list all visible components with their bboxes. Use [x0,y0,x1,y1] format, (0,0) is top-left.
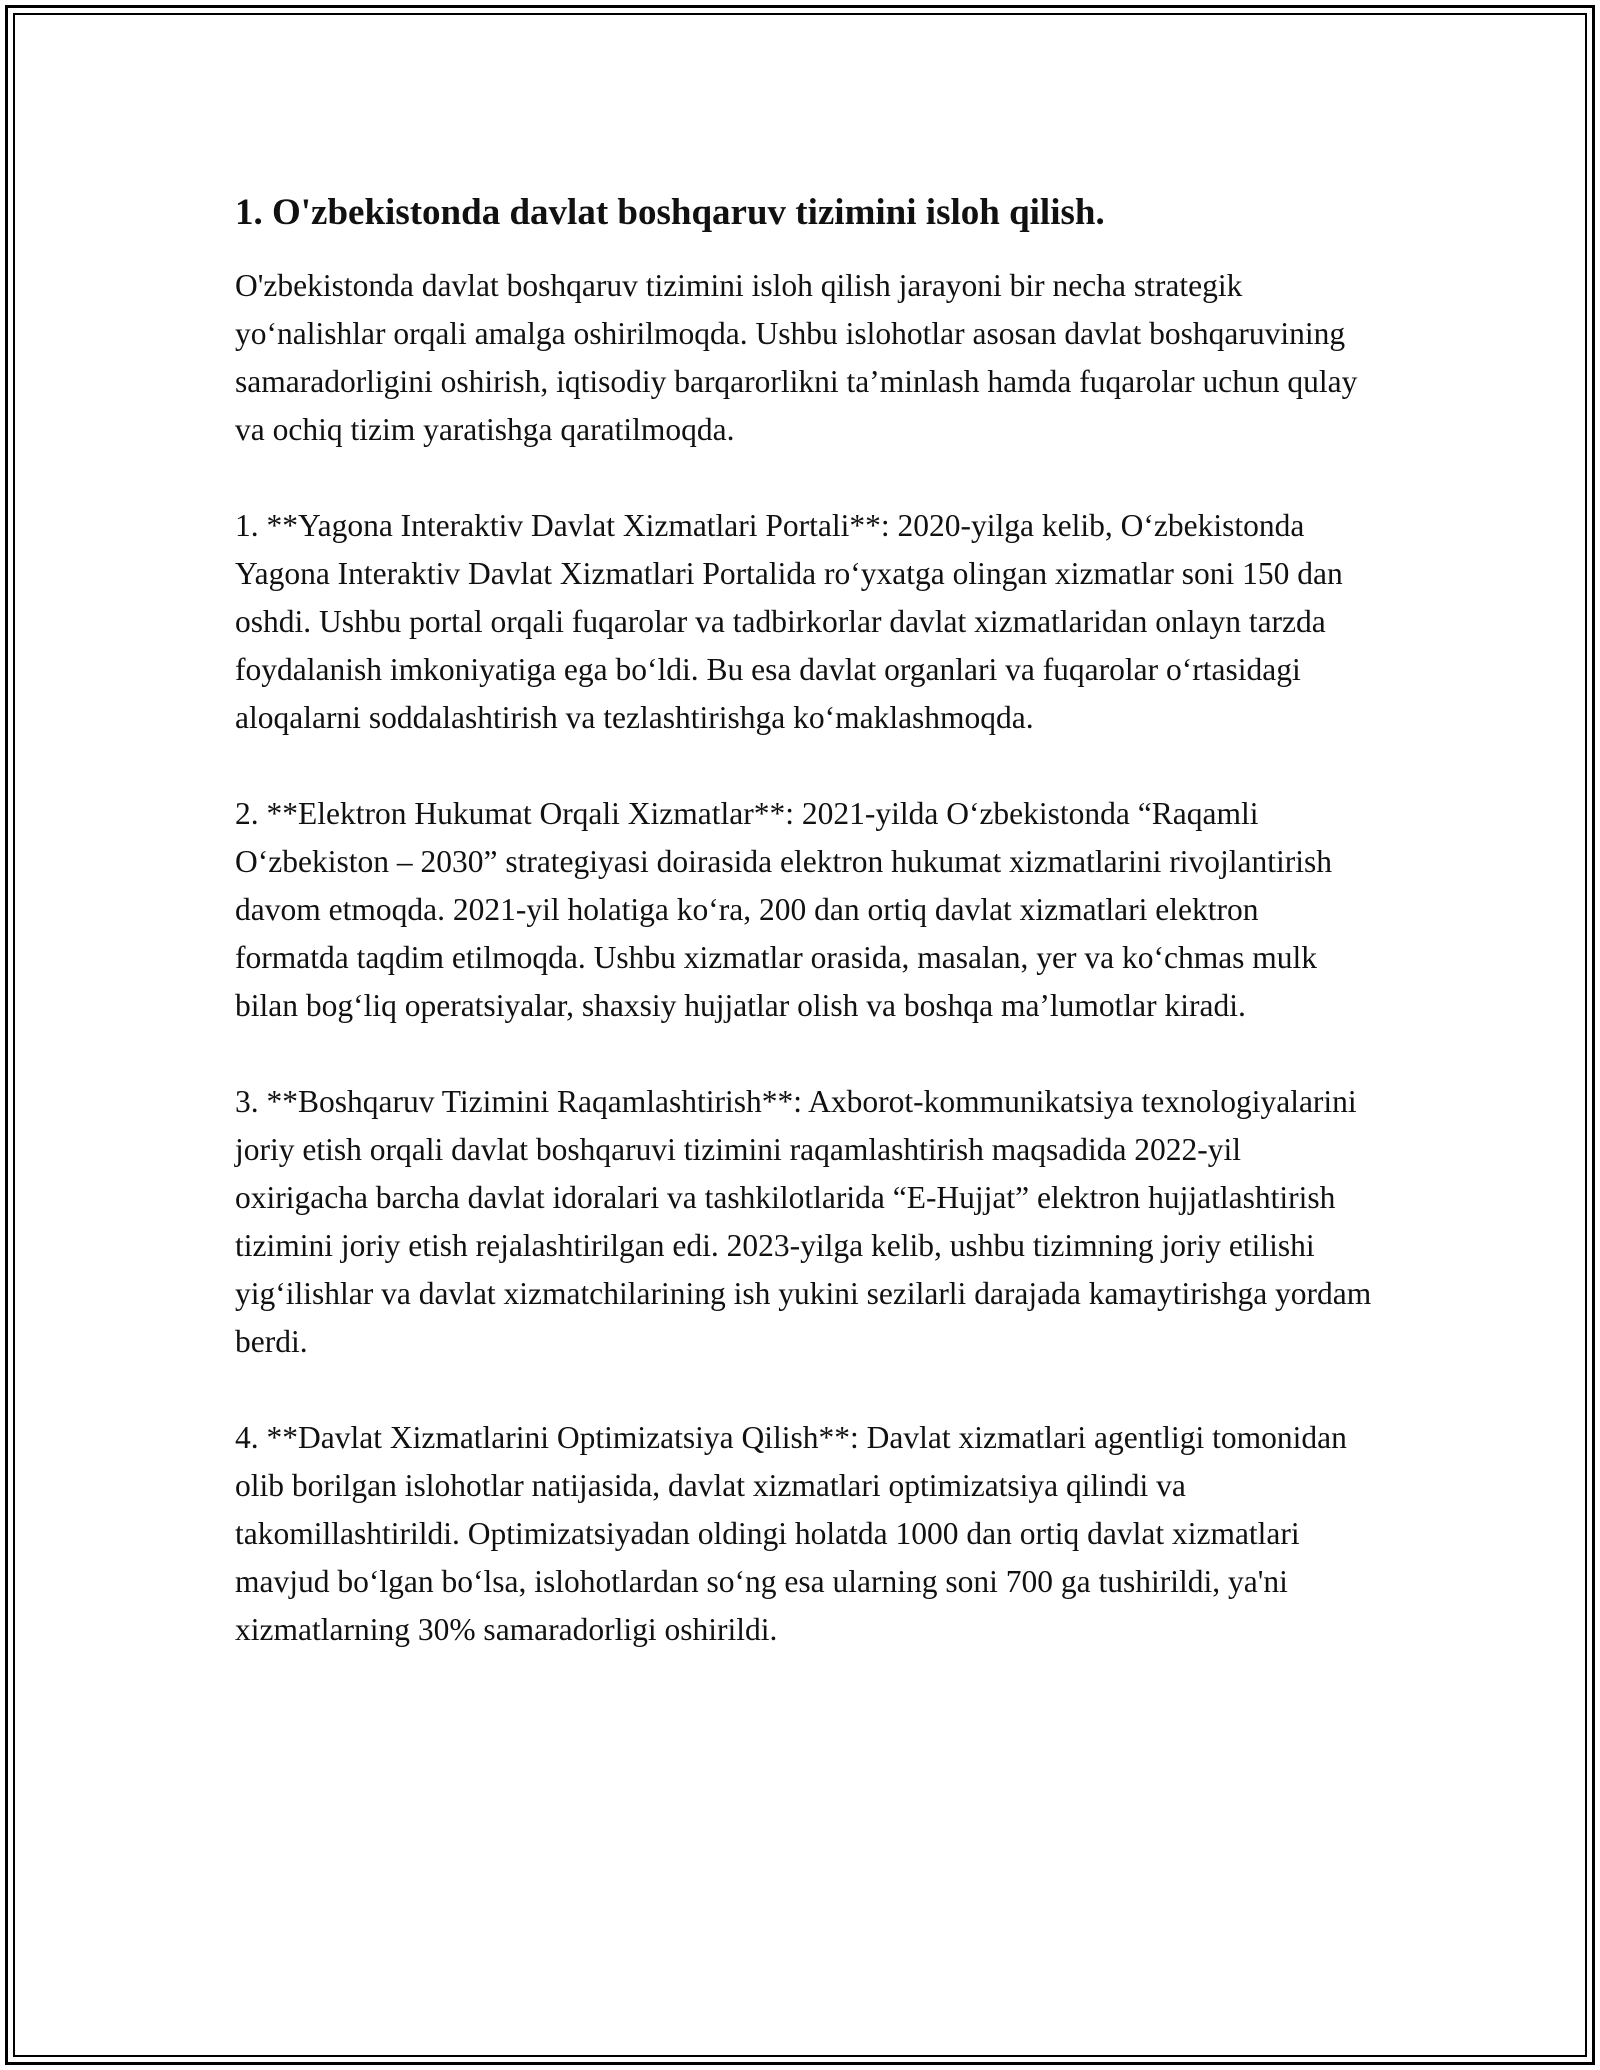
intro-paragraph: O'zbekistonda davlat boshqaruv tizimini isloh qilish jarayoni bir necha strategik yo‘nalishlar orqali amalga oshirilmoqda. Ushbu islohotlar asosan davlat boshqaruvining samaradorligini oshirish, iqtisodiy barqarorlikni ta’minlash hamda fuqarolar uchun qulay va ochiq tizim yaratishga qaratilmoqda. [235,268,1358,447]
section-heading: 1. O'zbekistonda davlat boshqaruv tizimini isloh qilish. [235,192,1105,233]
paragraph-digitalization: 3. **Boshqaruv Tizimini Raqamlashtirish**: Axborot-kommunikatsiya texnologiyalarini joriy etish orqali davlat boshqaruvi tizimini raqamlashtirish maqsadida 2022-yil oxirigacha barcha davlat idoralari va tashkilotlarida “E-Hujjat” elektron hujjatlashtirish tizimini joriy etish rejalashtirilgan edi. 2023-yilga kelib, ushbu tizimning joriy etilishi yig‘ilishlar va davlat xizmatchilarining ish yukini sezilarli darajada kamaytirishga yordam berdi. [235,1084,1372,1359]
paragraph-portal: 1. **Yagona Interaktiv Davlat Xizmatlari Portali**: 2020-yilga kelib, O‘zbekistonda Yagona Interaktiv Davlat Xizmatlari Portalida ro‘yxatga olingan xizmatlar soni 150 dan oshdi. Ushbu portal orqali fuqarolar va tadbirkorlar davlat xizmatlaridan onlayn tarzda foydalanish imkoniyatiga ega bo‘ldi. Bu esa davlat organlari va fuqarolar o‘rtasidagi aloqalarni soddalashtirish va tezlashtirishga ko‘maklashmoqda. [235,508,1343,735]
document-body [235,190,1375,1702]
paragraph-e-government: 2. **Elektron Hukumat Orqali Xizmatlar**: 2021-yilda O‘zbekistonda “Raqamli O‘zbekiston – 2030” strategiyasi doirasida elektron hukumat xizmatlarini rivojlantirish davom etmoqda. 2021-yil holatiga ko‘ra, 200 dan ortiq davlat xizmatlari elektron formatda taqdim etilmoqda. Ushbu xizmatlar orasida, masalan, yer va ko‘chmas mulk bilan bog‘liq operatsiyalar, shaxsiy hujjatlar olish va boshqa ma’lumotlar kiradi. [235,796,1332,1023]
paragraph-optimization: 4. **Davlat Xizmatlarini Optimizatsiya Qilish**: Davlat xizmatlari agentligi tomonidan olib borilgan islohotlar natijasida, davlat xizmatlari optimizatsiya qilindi va takomillashtirildi. Optimizatsiyadan oldingi holatda 1000 dan ortiq davlat xizmatlari mavjud bo‘lgan bo‘lsa, islohotlardan so‘ng esa ularning soni 700 ga tushirildi, ya'ni xizmatlarning 30% samaradorligi oshirildi. [235,1420,1347,1647]
